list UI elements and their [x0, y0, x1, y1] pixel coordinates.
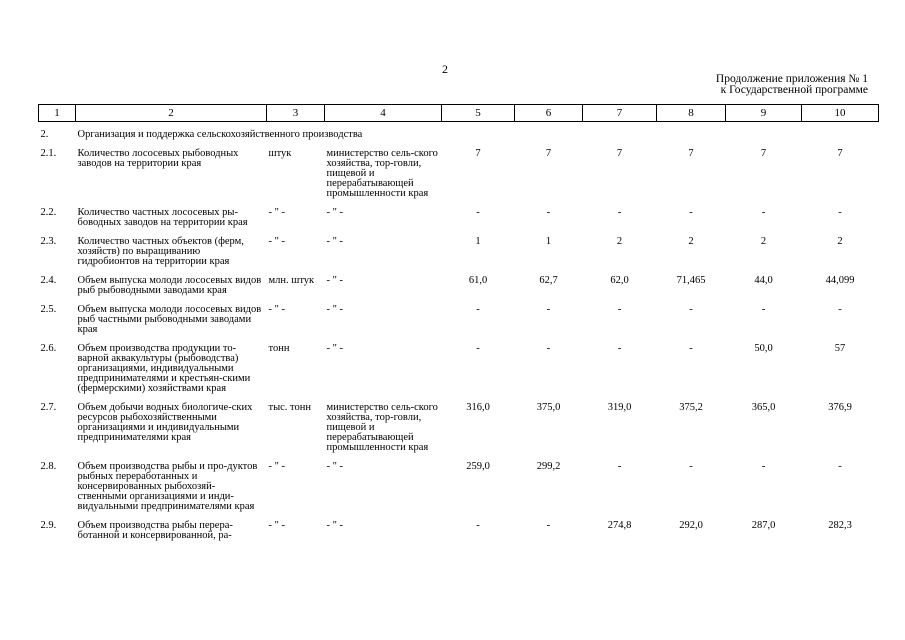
responsible-executor: министерство сель-ского хозяйства, тор-говли, пищевой и перерабатывающей промышленности края	[326, 148, 438, 199]
unit-of-measure: млн. штук	[268, 275, 315, 286]
unit-of-measure: штук	[268, 148, 292, 159]
indicator-rows	[39, 149, 879, 550]
unit-of-measure: - " -	[268, 520, 286, 531]
indicator-value: 62,0	[610, 275, 629, 286]
column-header: 4	[325, 105, 442, 122]
row-number: 2.1.	[40, 148, 57, 159]
indicator-value: 292,0	[679, 520, 703, 531]
responsible-executor: - " -	[326, 343, 344, 354]
indicator-value: 71,465	[676, 275, 706, 286]
indicator-value: 44,0	[754, 275, 773, 286]
indicator-value: -	[838, 304, 842, 315]
indicator-name: Объем выпуска молоди лососевых видов рыб частными рыбоводными заводами края	[77, 304, 262, 335]
indicator-value: -	[546, 304, 551, 315]
indicator-value: 7	[545, 148, 552, 159]
column-header: 7	[583, 105, 657, 122]
indicator-name: Объем добычи водных биологиче-ских ресурсов рыбохозяйственными организациями и индивидуальными предпринимателями края	[77, 402, 253, 443]
section-number: 2.	[40, 129, 49, 140]
indicator-value: 282,3	[828, 520, 852, 531]
column-header: 2	[76, 105, 267, 122]
indicator-value: -	[689, 461, 693, 472]
indicator-value: 2	[688, 236, 694, 247]
indicator-value: 365,0	[751, 402, 776, 413]
table-row	[39, 462, 879, 521]
indicator-value: -	[546, 520, 551, 531]
section-title: Организация и поддержка сельскохозяйственного производства	[77, 129, 363, 140]
indicator-value: -	[476, 520, 480, 531]
indicator-value: -	[761, 207, 766, 218]
indicator-name: Объем производства рыбы и про-дуктов рыбных переработанных и консервированных рыбохозяй-ственными организациями и инди-видуальными предпринимателями края	[77, 461, 258, 512]
table-row	[39, 237, 879, 276]
appendix-caption	[716, 74, 868, 96]
appendix-line-2: к Государственной программе	[720, 84, 868, 96]
row-number: 2.2.	[40, 207, 57, 218]
indicator-value: -	[476, 343, 480, 354]
indicator-name: Объем производства продукции то-варной аквакультуры (рыбоводства) организациями, индивидуальными предпринимателями и крестьян-скими (фермерскими) хозяйствами края	[77, 343, 251, 394]
indicator-value: 7	[688, 148, 694, 159]
indicator-value: 299,2	[536, 461, 561, 472]
indicator-value: 2	[837, 236, 843, 247]
indicator-value: 259,0	[466, 461, 490, 472]
indicator-value: 50,0	[754, 343, 773, 354]
indicator-value: 375,0	[536, 402, 561, 413]
indicator-value: 61,0	[468, 275, 488, 286]
page-number: 2	[442, 62, 448, 76]
indicator-value: -	[838, 207, 842, 218]
row-number: 2.8.	[40, 461, 57, 472]
indicator-value: 1	[475, 236, 481, 247]
column-header: 9	[726, 105, 802, 122]
responsible-executor: министерство сель-ского хозяйства, тор-говли, пищевой и перерабатывающей промышленности края	[326, 402, 438, 453]
indicator-value: -	[546, 207, 551, 218]
responsible-executor: - " -	[326, 520, 344, 531]
responsible-executor: - " -	[326, 461, 344, 472]
indicator-value: 287,0	[751, 520, 776, 531]
indicator-name: Объем производства рыбы перера-ботанной и консервированной, ра-	[77, 520, 233, 541]
table-row	[39, 403, 879, 462]
indicator-name: Количество лососевых рыбоводных заводов на территории края	[77, 148, 239, 169]
column-header: 1	[39, 105, 76, 122]
row-number: 2.9.	[40, 520, 57, 531]
indicator-value: -	[476, 304, 480, 315]
responsible-executor: - " -	[326, 275, 344, 286]
unit-of-measure: - " -	[268, 304, 286, 315]
table-row	[39, 305, 879, 344]
table-row	[39, 276, 879, 305]
section-row	[39, 122, 879, 150]
unit-of-measure: тонн	[268, 343, 290, 354]
unit-of-measure: - " -	[268, 236, 286, 247]
indicator-value: -	[761, 461, 766, 472]
indicator-value: -	[617, 343, 622, 354]
row-number: 2.6.	[40, 343, 57, 354]
table-row	[39, 344, 879, 403]
indicator-value: -	[617, 461, 622, 472]
indicator-value: 57	[834, 343, 846, 354]
indicator-name: Количество частных лососевых ры-боводных заводов на территории края	[77, 207, 248, 228]
indicator-value: -	[617, 304, 622, 315]
indicator-value: 316,0	[466, 402, 490, 413]
table-row	[39, 149, 879, 208]
indicator-value: -	[689, 304, 693, 315]
indicator-value: -	[546, 343, 551, 354]
indicator-value: 7	[760, 148, 767, 159]
row-number: 2.5.	[40, 304, 57, 315]
indicator-value: 62,7	[539, 275, 558, 286]
column-header: 10	[802, 105, 879, 122]
row-number: 2.4.	[40, 275, 57, 286]
column-header: 6	[515, 105, 583, 122]
unit-of-measure: тыс. тонн	[268, 402, 311, 413]
unit-of-measure: - " -	[268, 461, 286, 472]
indicator-value: 7	[616, 148, 623, 159]
indicator-value: 274,8	[607, 520, 632, 531]
indicator-value: 7	[475, 148, 481, 159]
indicator-value: -	[476, 207, 480, 218]
indicator-value: 7	[837, 148, 843, 159]
unit-of-measure: - " -	[268, 207, 286, 218]
column-header: 3	[267, 105, 325, 122]
indicator-value: 319,0	[607, 402, 632, 413]
indicators-table	[38, 104, 879, 550]
row-number: 2.7.	[40, 402, 57, 413]
table-row	[39, 521, 879, 550]
indicator-value: 2	[616, 236, 623, 247]
appendix-line-1: Продолжение приложения № 1	[715, 73, 868, 85]
indicator-name: Объем выпуска молоди лососевых видов рыб рыбоводными заводами края	[77, 275, 262, 296]
indicator-value: -	[689, 343, 693, 354]
indicator-value: 375,2	[679, 402, 703, 413]
indicator-value: 1	[545, 236, 552, 247]
table-row	[39, 208, 879, 237]
indicator-value: -	[617, 207, 622, 218]
column-header: 5	[442, 105, 515, 122]
indicator-value: 44,099	[825, 275, 855, 286]
indicator-value: 376,9	[828, 402, 852, 413]
column-number-row	[39, 105, 879, 122]
responsible-executor: - " -	[326, 236, 344, 247]
indicator-value: -	[761, 304, 766, 315]
indicator-value: 2	[760, 236, 767, 247]
responsible-executor: - " -	[326, 207, 344, 218]
column-header: 8	[657, 105, 726, 122]
responsible-executor: - " -	[326, 304, 344, 315]
row-number: 2.3.	[40, 236, 57, 247]
indicator-name: Количество частных объектов (ферм, хозяйств) по выращиванию гидробионтов на территории края	[77, 236, 244, 267]
indicator-value: -	[838, 461, 842, 472]
indicator-value: -	[689, 207, 693, 218]
